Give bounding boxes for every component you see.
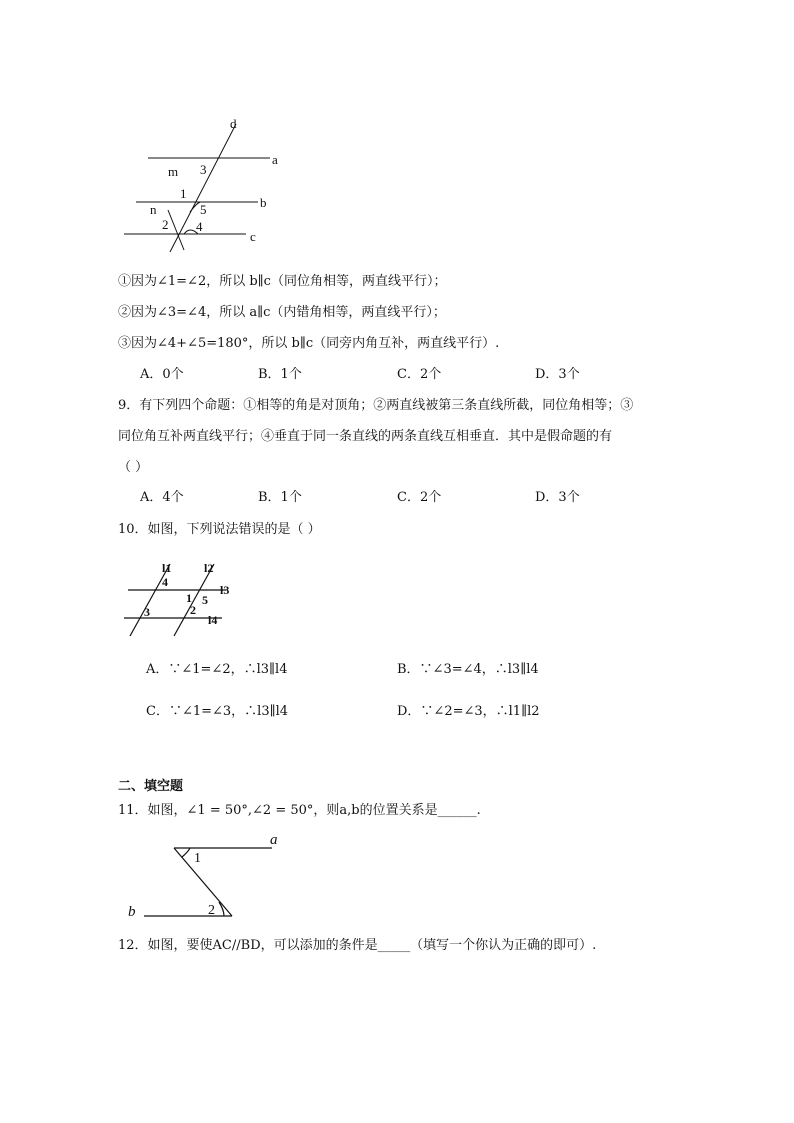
label-n: n — [150, 202, 157, 217]
q8-statement-1: ①因为∠1=∠2，所以 b∥c（同位角相等，两直线平行）； — [118, 274, 447, 289]
line-label-b: b — [260, 195, 267, 210]
angle-label-4: 4 — [196, 219, 203, 234]
angle-label-2: 2 — [162, 217, 169, 232]
z-shape-figure — [120, 830, 290, 925]
line-label-l1: l1 — [162, 561, 172, 575]
line-label-l3: l3 — [220, 583, 230, 597]
angle-label-2: 2 — [190, 603, 196, 617]
section-title: 二、填空题 — [118, 779, 184, 794]
angle-label-2: 2 — [208, 903, 215, 918]
q9-stem-line-2: 同位角互补两直线平行；④垂直于同一条直线的两条直线互相垂直．其中是假命题的有 — [118, 429, 613, 444]
angle-label-3: 3 — [144, 605, 150, 619]
q9-option-a[interactable]: A．4个 — [140, 490, 184, 505]
q11-stem: 11．如图，∠1 = 50°,∠2 = 50°，则a,b的位置关系是______. — [118, 803, 481, 818]
angle-label-1: 1 — [180, 186, 187, 201]
line-label-d: d — [230, 116, 237, 131]
angle-label-3: 3 — [200, 162, 207, 177]
q8-option-b[interactable]: B．1个 — [258, 367, 302, 382]
angle-label-4: 4 — [162, 575, 168, 589]
angle-label-5: 5 — [200, 202, 207, 217]
line-label-c: c — [250, 229, 256, 244]
angle-label-1: 1 — [186, 591, 192, 605]
q10-option-d[interactable]: D．∵∠2=∠3，∴l1∥l2 — [397, 704, 540, 719]
angle-label-5: 5 — [202, 593, 208, 607]
q9-option-b[interactable]: B．1个 — [258, 490, 302, 505]
parallel-lines-figure-1 — [120, 110, 300, 260]
angle-label-1: 1 — [194, 851, 201, 866]
line-label-l2: l2 — [204, 561, 214, 575]
parallel-lines-figure-2 — [120, 556, 250, 638]
line-label-a: a — [272, 152, 278, 167]
line-label-l4: l4 — [208, 613, 218, 627]
label-m: m — [168, 164, 179, 179]
q10-option-a[interactable]: A．∵∠1=∠2，∴l3∥l4 — [146, 662, 288, 677]
q8-option-d[interactable]: D．3个 — [535, 367, 580, 382]
q8-statement-3: ③因为∠4+∠5=180°，所以 b∥c（同旁内角互补，两直线平行）. — [118, 336, 500, 351]
q9-option-d[interactable]: D．3个 — [535, 490, 580, 505]
q10-option-c[interactable]: C．∵∠1=∠3，∴l3∥l4 — [146, 704, 289, 719]
q8-statement-2: ②因为∠3=∠4，所以 a∥c（内错角相等，两直线平行）； — [118, 305, 446, 320]
q9-stem-line-1: 9．有下列四个命题：①相等的角是对顶角；②两直线被第三条直线所截，同位角相等；③ — [118, 398, 634, 413]
q8-option-c[interactable]: C．2个 — [397, 367, 442, 382]
q12-stem: 12．如图，要使AC//BD，可以添加的条件是_____（填写一个你认为正确的即可）. — [118, 938, 597, 953]
q8-option-a[interactable]: A．0个 — [140, 367, 184, 382]
q10-stem: 10．如图，下列说法错误的是（ ） — [118, 522, 321, 537]
line-label-b: b — [128, 904, 136, 920]
q10-option-b[interactable]: B．∵∠3=∠4，∴l3∥l4 — [397, 662, 539, 677]
q9-option-c[interactable]: C．2个 — [397, 490, 442, 505]
q9-stem-line-3: （ ） — [118, 460, 149, 475]
line-label-a: a — [270, 832, 278, 848]
